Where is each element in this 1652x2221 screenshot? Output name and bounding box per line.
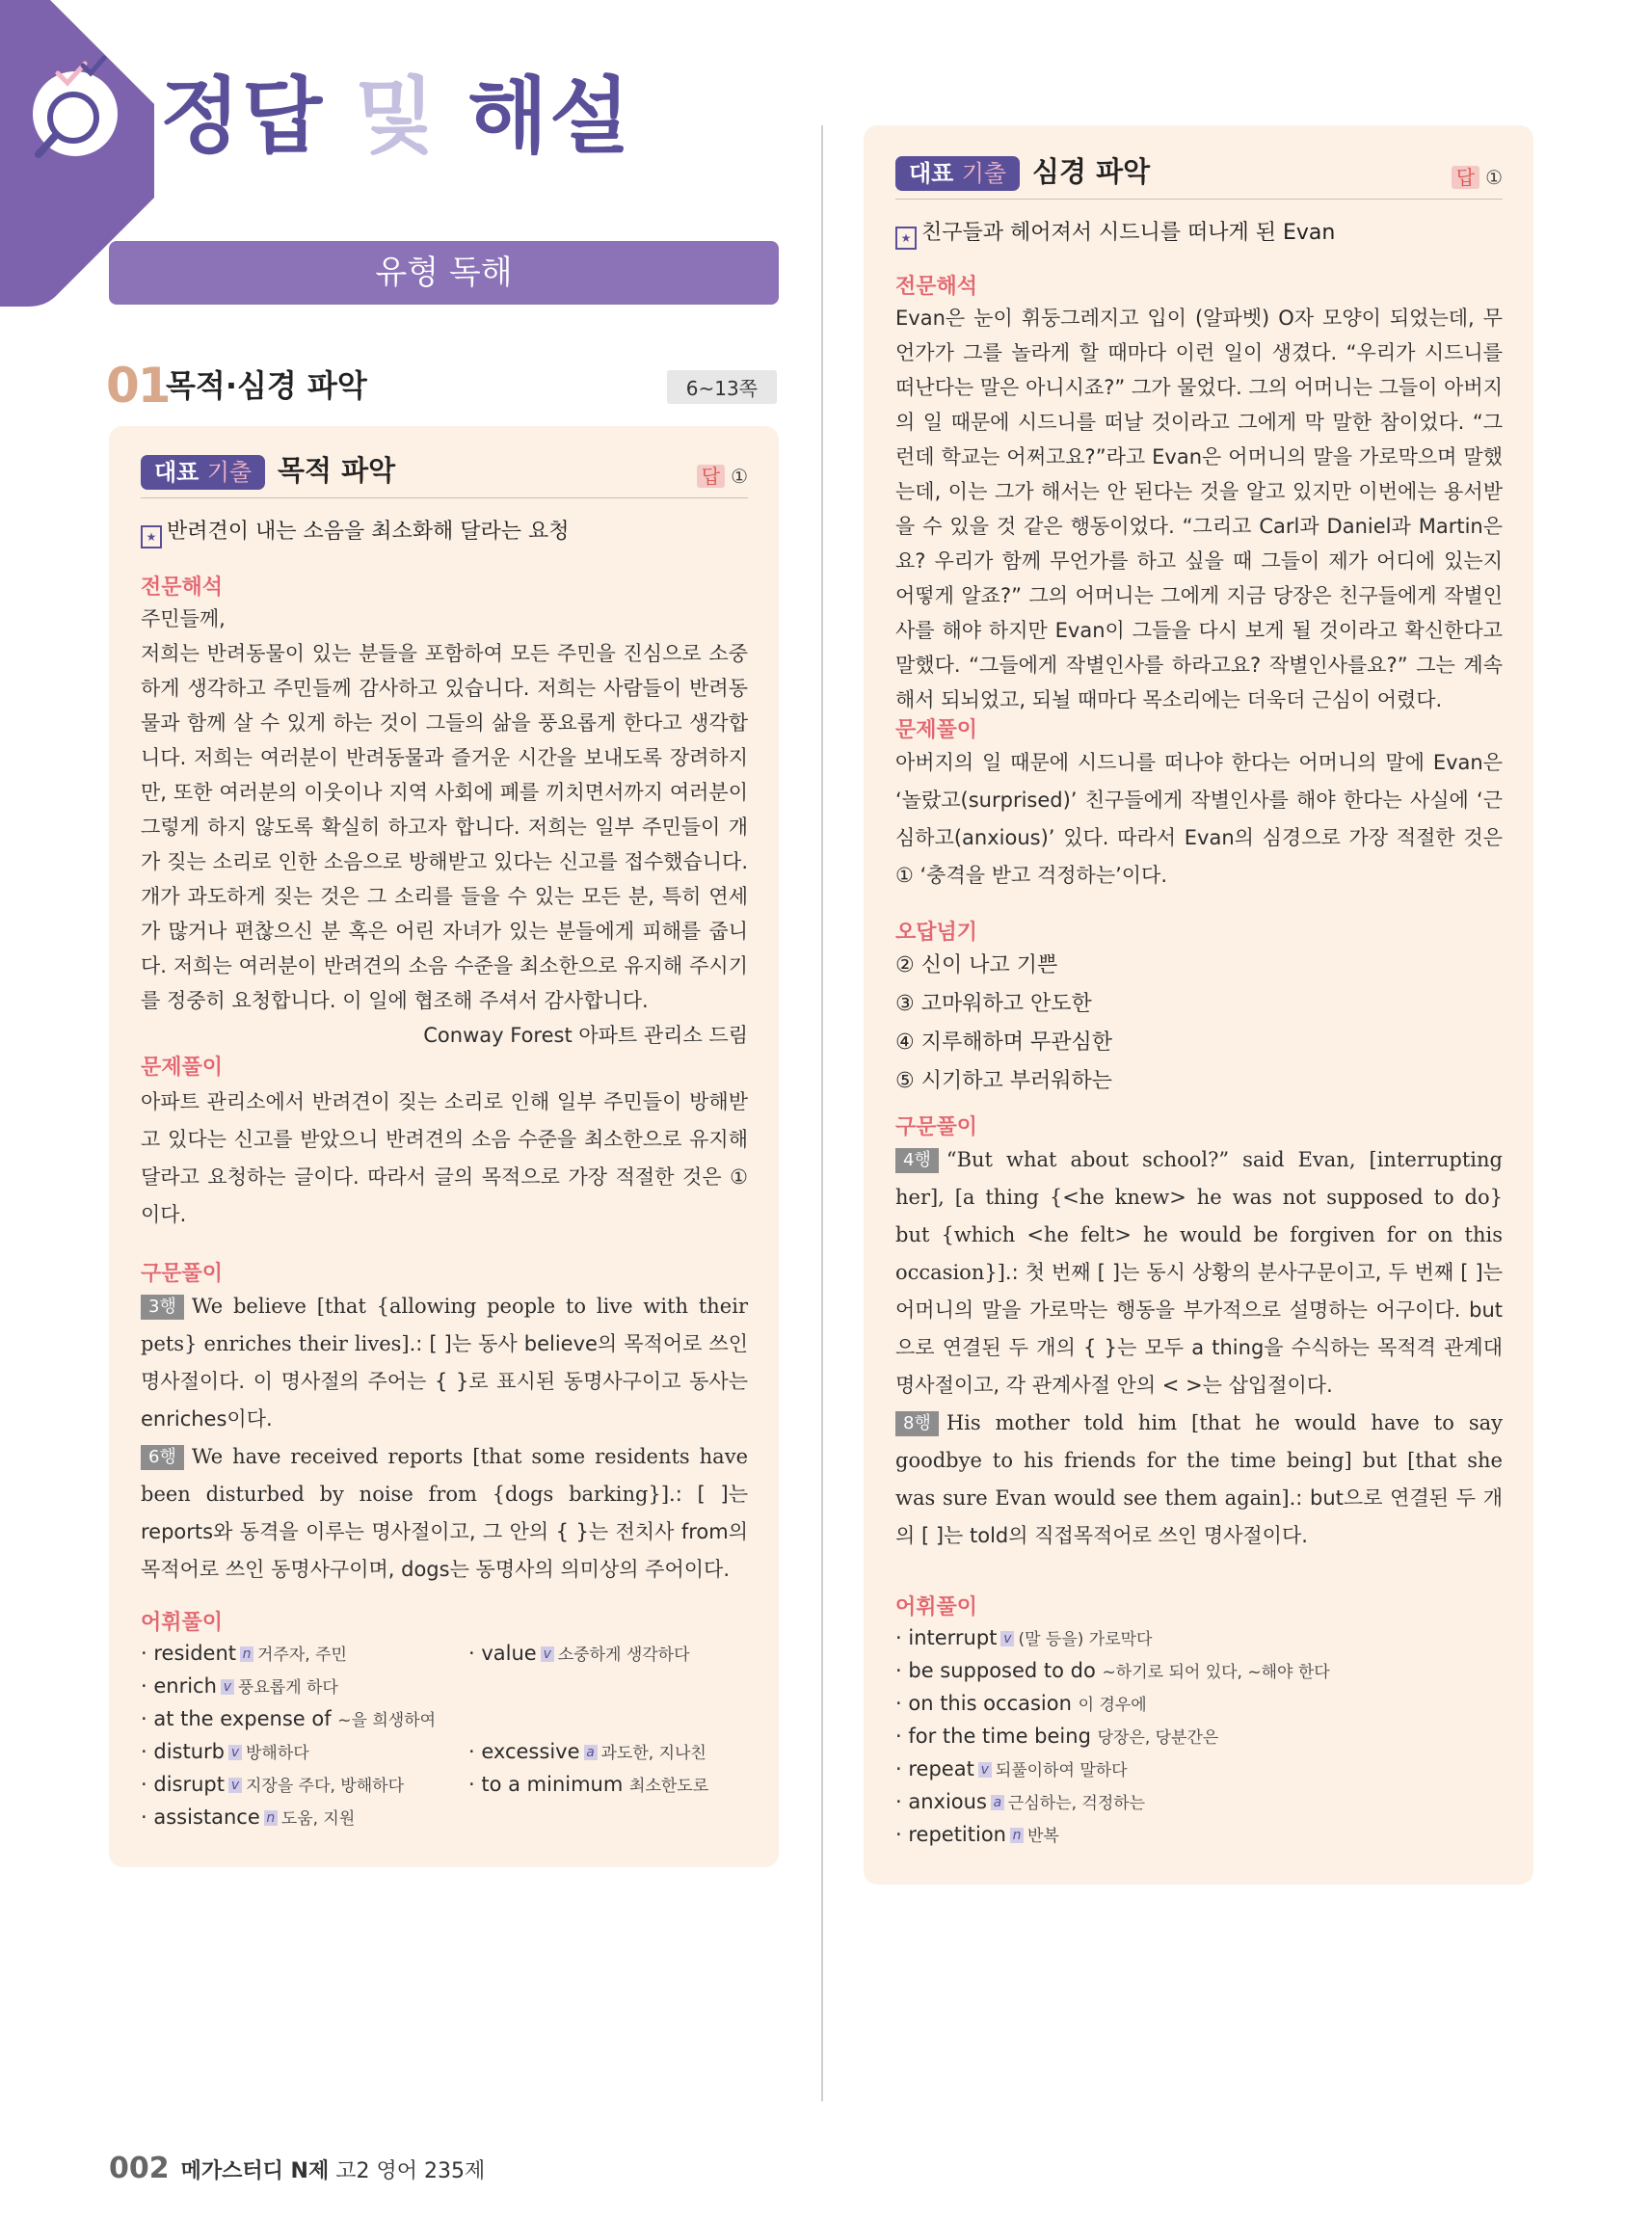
left-vocabulary: · resident n 거주자, 주민 · value v 소중하게 생각하다 · enrich v 풍요롭게 하다 · at the expense of ~을 희생하여 · disturb v 방해하다 · excessive a 과도한, 지나친 · disrupt v 지장을 주다, 방해하다 · to a minimum 최소한도로 · assistance n 도움, 지원 [141,1642,709,1829]
right-solution: 아버지의 일 때문에 시드니를 떠나야 한다는 어머니의 말에 Evan은 ‘놀랐고(surprised)’ 친구들에게 작별인사를 해야 한다는 사실에 ‘근심하고(anxious)’ 있다. 따라서 Evan의 심경으로 가장 적절한 것은 ① ‘충격을 받고 걱정하는’이다. [895,751,1503,887]
unit-page-range: 6~13쪽 [667,370,777,404]
wrong-answers-label: 오답넘기 [895,921,978,945]
solution-label: 문제풀이 [895,718,978,742]
left-answer-card [109,426,779,1867]
option-5: ⑤ 시기하고 부러워하는 [895,1069,1112,1093]
solution-label: 문제풀이 [141,1056,224,1080]
document-icon: ★ [141,525,162,549]
right-syntax: 4행 “But what about school?” said Evan, [interrupting her], [a thing {<he knew> he was not supposed to do} but {which <he felt> he would be forgiven for on this occasion}].: 첫 번째 [ ]는 동시 상황의 분사구문이고, 두 번째 [ ]는 어머니의 말을 가로막는 행동을 부가적으로 설명하는 어구이다. but으로 연결된 두 개의 { }는 모두 a thing을 수식하는 목적격 관계대명사절이고, 각 관계사절 안의 < >는 삽입절이다. 8행 His mother told him [that he would have to say goodbye to his friends for the time being] but [that she was sure Evan would see them again].: but으로 연결된 두 개의 [ ]는 told의 직접목적어로 쓰인 명사절이다. [895,1148,1503,1547]
left-solution: 아파트 관리소에서 반려견이 짖는 소리로 인해 일부 주민들이 방해받고 있다는 신고를 받았으니 반려견의 소음 수준을 최소한으로 유지해 달라고 요청하는 글이다. 따라서 글의 목적으로 가장 적절한 것은 ① 이다. [141,1090,748,1226]
answer-indicator: 답 ① [1452,162,1503,190]
right-translation: Evan은 눈이 휘둥그레지고 입이 (알파벳) O자 모양이 되었는데, 무언가가 그를 놀라게 할 때마다 이런 일이 생겼다. “우리가 시드니를 떠난다는 말은 아니시죠?” 그가 물었다. 그의 어머니는 그들이 아버지의 일 때문에 시드니를 떠날 것이라고 그에게 막 말한 참이었다. “그런데 학교는 어쩌고요?”라고 Evan은 어머니의 말을 가로막으며 말했는데, 이는 그가 해서는 안 된다는 것을 알고 있지만 이번에는 용서받을 수 있을 것 같은 행동이었다. “그리고 Carl과 Daniel과 Martin은요? 우리가 함께 무언가를 하고 싶을 때 그들이 제가 어디에 있는지 어떻게 알죠?” 그의 어머니는 그에게 지금 당장은 친구들에게 작별인사를 해야 하지만 Evan이 그들을 다시 보게 될 것이라고 확신한다고 말했다. “그들에게 작별인사를 하라고요? 작별인사를요?” 그는 계속해서 되뇌었고, 되뇔 때마다 목소리에는 더욱더 근심이 어렸다. [895,307,1503,711]
syntax-label: 구문풀이 [895,1115,978,1139]
right-summary: ★ 친구들과 헤어져서 시드니를 떠나게 된 Evan [895,216,1335,250]
syntax-label: 구문풀이 [141,1262,224,1286]
option-3: ③ 고마워하고 안도한 [895,992,1092,1016]
unit-title: 목적·심경 파악 [166,367,367,404]
section-title-bar: 유형 독해 [109,241,779,305]
option-2: ② 신이 나고 기쁜 [895,953,1058,977]
book-title: 메가스터디 N제 [180,2159,330,2183]
vocabulary-label: 어휘풀이 [141,1611,224,1635]
vocabulary-label: 어휘풀이 [895,1595,978,1619]
left-card-title: 목적 파악 [278,454,396,487]
page-number: 002 [109,2152,170,2185]
right-card-title: 심경 파악 [1032,155,1151,188]
left-summary: ★ 반려견이 내는 소음을 최소화해 달라는 요청 [141,515,570,549]
page-title: 정답 및 해설 [160,68,632,165]
right-card-header [895,148,1503,200]
wrong-answer-options [895,947,1112,1101]
book-subtitle: 고2 영어 235제 [335,2159,486,2183]
unit-number: 01 [106,358,170,414]
page-footer [109,2152,485,2185]
column-divider [821,125,823,2101]
unit-header [106,357,781,415]
translation-label: 전문해석 [895,275,978,299]
right-vocabulary: · interrupt v (말 등을) 가로막다 · be supposed to do ~하기로 되어 있다, ~해야 한다 · on this occasion 이 경우에 · for the time being 당장은, 당분간은 · repeat v 되풀이하여 말하다 · anxious a 근심하는, 걱정하는 · repetition n 반복 [895,1626,1330,1846]
left-card-header [141,447,748,498]
option-4: ④ 지루해하며 무관심한 [895,1030,1112,1055]
representative-tag: 대표 기출 [141,455,265,490]
right-answer-card [864,125,1533,1885]
answer-indicator: 답 ① [697,461,748,489]
left-syntax: 3행 We believe [that {allowing people to live with their pets} enriches their lives].: [ ]는 동사 believe의 목적어로 쓰인 명사절이다. 이 명사절의 주어는 { }로 표시된 동명사구이고 동사는 enriches이다. 6행 We have received reports [that some residents have been disturbed by noise from {dogs barking}].: [ ]는 reports와 동격을 이루는 명사절이고, 그 안의 { }는 전치사 from의 목적어로 쓰인 동명사구이며, dogs는 동명사의 의미상의 주어이다. [141,1295,749,1581]
representative-tag: 대표 기출 [895,156,1020,191]
translation-label: 전문해석 [141,575,224,600]
document-icon: ★ [895,227,917,250]
signature: Conway Forest 아파트 관리소 드림 [423,1024,748,1047]
left-translation: 주민들께, 저희는 반려동물이 있는 분들을 포함하여 모든 주민을 진심으로 소중하게 생각하고 주민들께 감사하고 있습니다. 저희는 사람들이 반려동물과 함께 살 수 있게 하는 것이 그들의 삶을 풍요롭게 한다고 생각합니다. 저희는 여러분이 반려동물과 즐거운 시간을 보내도록 장려하지만, 또한 여러분의 이웃이나 지역 사회에 폐를 끼치면서까지 여러분이 그렇게 하지 않도록 확실히 하고자 합니다. 저희는 일부 주민들이 개가 짖는 소리로 인한 소음으로 방해받고 있다는 신고를 접수했습니다. 개가 과도하게 짖는 것은 그 소리를 들을 수 있는 모든 분, 특히 연세가 많거나 편찮으신 분 혹은 어린 자녀가 있는 분들에게 피해를 줍니다. 저희는 여러분이 반려견의 소음 수준을 최소한으로 유지해 주시기를 정중히 요청합니다. 이 일에 협조해 주셔서 감사합니다. Conway Forest 아파트 관리소 드림 [141,602,748,1053]
